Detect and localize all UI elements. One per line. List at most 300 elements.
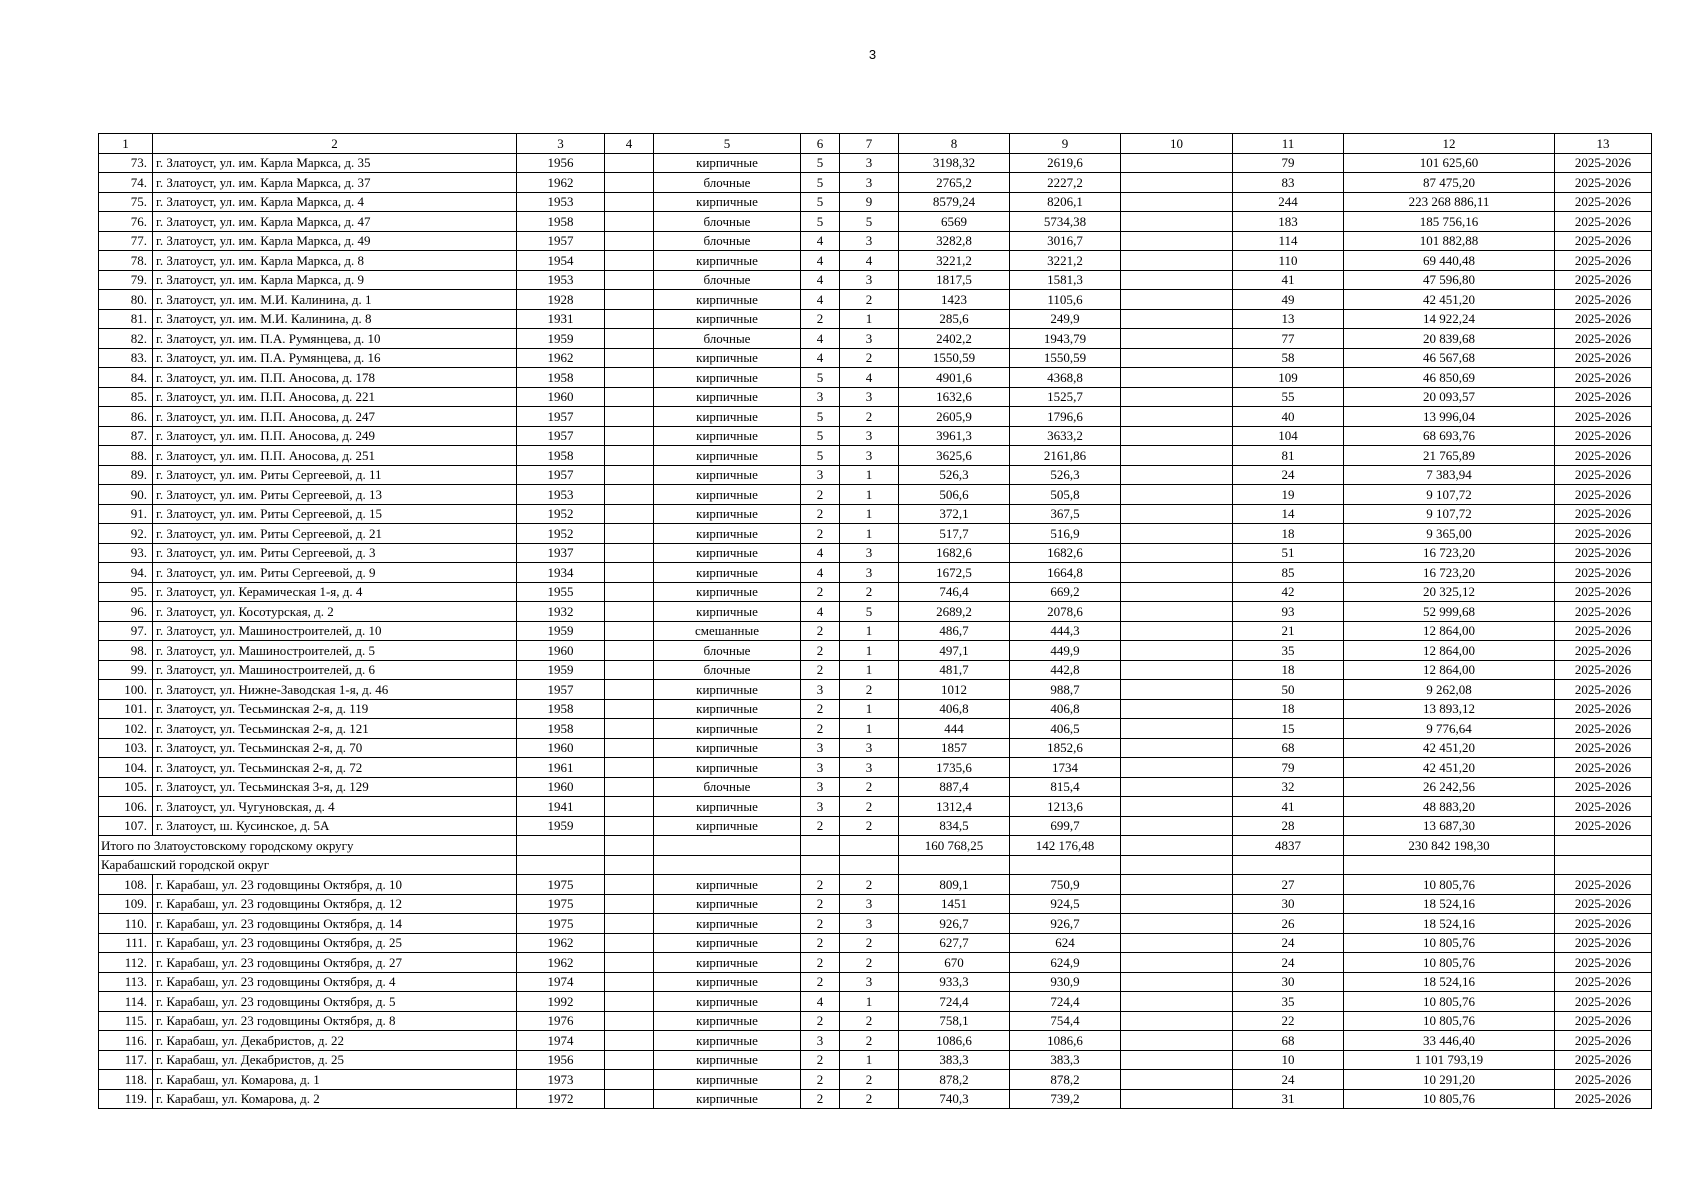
cell-col-9: 3633,2 (1010, 426, 1121, 446)
cell-col-4 (605, 621, 654, 641)
cell-col-9: 699,7 (1010, 816, 1121, 836)
cell-col-13: 2025-2026 (1555, 641, 1652, 661)
header-cell-9: 9 (1010, 134, 1121, 154)
cell-col-9: 2227,2 (1010, 173, 1121, 193)
cell-col-10 (1121, 758, 1233, 778)
cell-col-3: 1932 (517, 602, 605, 622)
cell-col-9: 1086,6 (1010, 1031, 1121, 1051)
cell-col-5: кирпичные (654, 504, 801, 524)
cell-col-3: 1957 (517, 231, 605, 251)
cell-col-10 (1121, 290, 1233, 310)
cell-col-12: 52 999,68 (1344, 602, 1555, 622)
section-empty-cell (801, 855, 840, 875)
cell-col-7: 2 (840, 777, 899, 797)
cell-col-8: 1451 (899, 894, 1010, 914)
header-cell-10: 10 (1121, 134, 1233, 154)
header-cell-5: 5 (654, 134, 801, 154)
cell-col-10 (1121, 1031, 1233, 1051)
table-row (99, 1050, 1652, 1070)
cell-col-4 (605, 465, 654, 485)
cell-col-11: 18 (1233, 524, 1344, 544)
total-empty-cell (605, 836, 654, 856)
cell-col-8: 506,6 (899, 485, 1010, 505)
cell-col-2: г. Златоуст, ул. им. Карла Маркса, д. 47 (153, 212, 517, 232)
cell-col-3: 1959 (517, 816, 605, 836)
cell-col-4 (605, 680, 654, 700)
cell-col-11: 83 (1233, 173, 1344, 193)
cell-col-6: 3 (801, 777, 840, 797)
cell-col-3: 1958 (517, 212, 605, 232)
cell-col-13: 2025-2026 (1555, 777, 1652, 797)
cell-col-1: 95. (99, 582, 153, 602)
cell-col-1: 108. (99, 875, 153, 895)
cell-col-1: 99. (99, 660, 153, 680)
cell-col-3: 1953 (517, 192, 605, 212)
cell-col-7: 3 (840, 231, 899, 251)
cell-col-10 (1121, 680, 1233, 700)
cell-col-7: 3 (840, 426, 899, 446)
cell-col-11: 109 (1233, 368, 1344, 388)
table-row (99, 719, 1652, 739)
table-row (99, 426, 1652, 446)
cell-col-12: 9 262,08 (1344, 680, 1555, 700)
table-row (99, 875, 1652, 895)
cell-col-5: кирпичные (654, 192, 801, 212)
cell-col-13: 2025-2026 (1555, 251, 1652, 271)
table-row (99, 309, 1652, 329)
cell-col-3: 1928 (517, 290, 605, 310)
cell-col-1: 104. (99, 758, 153, 778)
cell-col-10 (1121, 231, 1233, 251)
cell-col-3: 1954 (517, 251, 605, 271)
cell-col-1: 91. (99, 504, 153, 524)
cell-col-4 (605, 777, 654, 797)
cell-col-8: 3625,6 (899, 446, 1010, 466)
cell-col-2: г. Златоуст, ул. им. П.П. Аносова, д. 178 (153, 368, 517, 388)
cell-col-6: 2 (801, 953, 840, 973)
cell-col-3: 1959 (517, 329, 605, 349)
cell-col-11: 40 (1233, 407, 1344, 427)
cell-col-1: 116. (99, 1031, 153, 1051)
cell-col-6: 4 (801, 543, 840, 563)
cell-col-10 (1121, 387, 1233, 407)
cell-col-3: 1955 (517, 582, 605, 602)
cell-col-9: 8206,1 (1010, 192, 1121, 212)
cell-col-2: г. Златоуст, ул. им. Риты Сергеевой, д. 21 (153, 524, 517, 544)
cell-col-5: кирпичные (654, 797, 801, 817)
cell-col-1: 111. (99, 933, 153, 953)
cell-col-11: 104 (1233, 426, 1344, 446)
cell-col-6: 2 (801, 309, 840, 329)
cell-col-13: 2025-2026 (1555, 407, 1652, 427)
cell-col-4 (605, 426, 654, 446)
cell-col-7: 3 (840, 270, 899, 290)
total-empty-cell (517, 836, 605, 856)
cell-col-4 (605, 816, 654, 836)
cell-col-5: кирпичные (654, 1089, 801, 1109)
cell-col-8: 486,7 (899, 621, 1010, 641)
cell-col-9: 3016,7 (1010, 231, 1121, 251)
total-empty-cell (1555, 836, 1652, 856)
cell-col-12: 20 325,12 (1344, 582, 1555, 602)
cell-col-13: 2025-2026 (1555, 894, 1652, 914)
table-row (99, 680, 1652, 700)
cell-col-12: 13 996,04 (1344, 407, 1555, 427)
cell-col-9: 754,4 (1010, 1011, 1121, 1031)
cell-col-2: г. Карабаш, ул. 23 годовщины Октября, д. 27 (153, 953, 517, 973)
cell-col-13: 2025-2026 (1555, 1031, 1652, 1051)
cell-col-13: 2025-2026 (1555, 621, 1652, 641)
cell-col-3: 1959 (517, 660, 605, 680)
cell-col-5: кирпичные (654, 1011, 801, 1031)
cell-col-7: 1 (840, 992, 899, 1012)
cell-col-5: кирпичные (654, 758, 801, 778)
cell-col-2: г. Златоуст, ул. им. М.И. Калинина, д. 1 (153, 290, 517, 310)
total-empty-cell (1121, 836, 1233, 856)
cell-col-8: 2765,2 (899, 173, 1010, 193)
cell-col-12: 12 864,00 (1344, 641, 1555, 661)
cell-col-6: 5 (801, 192, 840, 212)
table-row (99, 777, 1652, 797)
cell-col-5: кирпичные (654, 485, 801, 505)
cell-col-10 (1121, 660, 1233, 680)
cell-col-13: 2025-2026 (1555, 933, 1652, 953)
cell-col-11: 22 (1233, 1011, 1344, 1031)
cell-col-1: 80. (99, 290, 153, 310)
cell-col-12: 16 723,20 (1344, 543, 1555, 563)
cell-col-13: 2025-2026 (1555, 368, 1652, 388)
cell-col-4 (605, 251, 654, 271)
cell-col-6: 2 (801, 660, 840, 680)
cell-col-4 (605, 329, 654, 349)
cell-col-4 (605, 1031, 654, 1051)
cell-col-6: 4 (801, 231, 840, 251)
cell-col-13: 2025-2026 (1555, 797, 1652, 817)
cell-col-3: 1957 (517, 407, 605, 427)
cell-col-8: 1857 (899, 738, 1010, 758)
cell-col-13: 2025-2026 (1555, 914, 1652, 934)
cell-col-7: 3 (840, 173, 899, 193)
cell-col-13: 2025-2026 (1555, 387, 1652, 407)
cell-col-8: 746,4 (899, 582, 1010, 602)
cell-col-13: 2025-2026 (1555, 953, 1652, 973)
cell-col-7: 2 (840, 290, 899, 310)
cell-col-8: 887,4 (899, 777, 1010, 797)
cell-col-3: 1962 (517, 348, 605, 368)
header-cell-7: 7 (840, 134, 899, 154)
cell-col-10 (1121, 699, 1233, 719)
table-row (99, 446, 1652, 466)
table-row (99, 1089, 1652, 1109)
cell-col-11: 24 (1233, 1070, 1344, 1090)
cell-col-5: кирпичные (654, 1070, 801, 1090)
cell-col-3: 1960 (517, 777, 605, 797)
cell-col-11: 30 (1233, 972, 1344, 992)
cell-col-13: 2025-2026 (1555, 563, 1652, 583)
table-row (99, 602, 1652, 622)
cell-col-9: 444,3 (1010, 621, 1121, 641)
table-row (99, 992, 1652, 1012)
cell-col-9: 3221,2 (1010, 251, 1121, 271)
cell-col-7: 2 (840, 1011, 899, 1031)
cell-col-5: кирпичные (654, 680, 801, 700)
total-col-9: 142 176,48 (1010, 836, 1121, 856)
total-col-12: 230 842 198,30 (1344, 836, 1555, 856)
cell-col-9: 1213,6 (1010, 797, 1121, 817)
cell-col-12: 7 383,94 (1344, 465, 1555, 485)
cell-col-8: 526,3 (899, 465, 1010, 485)
cell-col-8: 670 (899, 953, 1010, 973)
cell-col-9: 1664,8 (1010, 563, 1121, 583)
cell-col-2: г. Златоуст, ул. Тесьминская 2-я, д. 121 (153, 719, 517, 739)
cell-col-8: 926,7 (899, 914, 1010, 934)
cell-col-6: 4 (801, 251, 840, 271)
cell-col-9: 1682,6 (1010, 543, 1121, 563)
cell-col-6: 2 (801, 894, 840, 914)
cell-col-2: г. Златоуст, ул. им. П.А. Румянцева, д. 10 (153, 329, 517, 349)
cell-col-5: кирпичные (654, 914, 801, 934)
cell-col-7: 2 (840, 1089, 899, 1109)
cell-col-3: 1974 (517, 972, 605, 992)
cell-col-12: 101 882,88 (1344, 231, 1555, 251)
cell-col-3: 1941 (517, 797, 605, 817)
cell-col-11: 24 (1233, 933, 1344, 953)
cell-col-4 (605, 1050, 654, 1070)
cell-col-4 (605, 387, 654, 407)
table-row (99, 407, 1652, 427)
cell-col-2: г. Карабаш, ул. Комарова, д. 1 (153, 1070, 517, 1090)
cell-col-8: 3961,3 (899, 426, 1010, 446)
cell-col-10 (1121, 719, 1233, 739)
cell-col-4 (605, 641, 654, 661)
cell-col-2: г. Златоуст, ул. им. М.И. Калинина, д. 8 (153, 309, 517, 329)
cell-col-8: 6569 (899, 212, 1010, 232)
cell-col-11: 32 (1233, 777, 1344, 797)
table-row (99, 485, 1652, 505)
cell-col-9: 1796,6 (1010, 407, 1121, 427)
section-empty-cell (1010, 855, 1121, 875)
cell-col-4 (605, 348, 654, 368)
cell-col-4 (605, 504, 654, 524)
cell-col-3: 1937 (517, 543, 605, 563)
cell-col-11: 14 (1233, 504, 1344, 524)
cell-col-2: г. Златоуст, ул. Машиностроителей, д. 6 (153, 660, 517, 680)
cell-col-2: г. Златоуст, ул. Машиностроителей, д. 5 (153, 641, 517, 661)
cell-col-8: 285,6 (899, 309, 1010, 329)
cell-col-9: 1550,59 (1010, 348, 1121, 368)
cell-col-7: 2 (840, 407, 899, 427)
cell-col-10 (1121, 407, 1233, 427)
cell-col-1: 86. (99, 407, 153, 427)
cell-col-6: 5 (801, 153, 840, 173)
cell-col-3: 1952 (517, 524, 605, 544)
cell-col-13: 2025-2026 (1555, 758, 1652, 778)
cell-col-11: 27 (1233, 875, 1344, 895)
cell-col-12: 68 693,76 (1344, 426, 1555, 446)
cell-col-11: 51 (1233, 543, 1344, 563)
cell-col-3: 1975 (517, 894, 605, 914)
cell-col-1: 115. (99, 1011, 153, 1031)
cell-col-13: 2025-2026 (1555, 1011, 1652, 1031)
cell-col-9: 2161,86 (1010, 446, 1121, 466)
section-empty-cell (1233, 855, 1344, 875)
cell-col-6: 4 (801, 602, 840, 622)
cell-col-9: 505,8 (1010, 485, 1121, 505)
cell-col-5: блочные (654, 231, 801, 251)
cell-col-5: кирпичные (654, 426, 801, 446)
cell-col-4 (605, 972, 654, 992)
cell-col-7: 3 (840, 738, 899, 758)
table-row (99, 1011, 1652, 1031)
cell-col-4 (605, 719, 654, 739)
cell-col-2: г. Златоуст, ул. Тесьминская 3-я, д. 129 (153, 777, 517, 797)
table-row (99, 504, 1652, 524)
cell-col-3: 1992 (517, 992, 605, 1012)
cell-col-8: 1012 (899, 680, 1010, 700)
table-row (99, 563, 1652, 583)
cell-col-3: 1962 (517, 933, 605, 953)
header-cell-2: 2 (153, 134, 517, 154)
cell-col-13: 2025-2026 (1555, 680, 1652, 700)
cell-col-11: 13 (1233, 309, 1344, 329)
cell-col-1: 79. (99, 270, 153, 290)
cell-col-2: г. Златоуст, ул. Керамическая 1-я, д. 4 (153, 582, 517, 602)
cell-col-12: 46 567,68 (1344, 348, 1555, 368)
cell-col-4 (605, 270, 654, 290)
cell-col-4 (605, 582, 654, 602)
cell-col-12: 9 107,72 (1344, 504, 1555, 524)
cell-col-6: 2 (801, 1050, 840, 1070)
cell-col-6: 4 (801, 270, 840, 290)
cell-col-1: 73. (99, 153, 153, 173)
cell-col-3: 1953 (517, 485, 605, 505)
cell-col-7: 1 (840, 660, 899, 680)
cell-col-6: 2 (801, 933, 840, 953)
table-row (99, 231, 1652, 251)
cell-col-3: 1934 (517, 563, 605, 583)
cell-col-12: 10 805,76 (1344, 992, 1555, 1012)
cell-col-9: 4368,8 (1010, 368, 1121, 388)
table-row (99, 797, 1652, 817)
cell-col-2: г. Златоуст, ул. Тесьминская 2-я, д. 72 (153, 758, 517, 778)
cell-col-7: 3 (840, 153, 899, 173)
section-row (99, 855, 1652, 875)
cell-col-2: г. Златоуст, ул. им. П.А. Румянцева, д. 16 (153, 348, 517, 368)
cell-col-8: 1735,6 (899, 758, 1010, 778)
table-row (99, 173, 1652, 193)
cell-col-10 (1121, 524, 1233, 544)
cell-col-5: кирпичные (654, 738, 801, 758)
cell-col-10 (1121, 992, 1233, 1012)
cell-col-6: 3 (801, 738, 840, 758)
header-cell-13: 13 (1555, 134, 1652, 154)
cell-col-11: 50 (1233, 680, 1344, 700)
cell-col-1: 77. (99, 231, 153, 251)
cell-col-5: блочные (654, 173, 801, 193)
cell-col-9: 1581,3 (1010, 270, 1121, 290)
cell-col-6: 2 (801, 621, 840, 641)
cell-col-1: 102. (99, 719, 153, 739)
table-row (99, 153, 1652, 173)
cell-col-11: 183 (1233, 212, 1344, 232)
cell-col-5: кирпичные (654, 348, 801, 368)
cell-col-12: 10 291,20 (1344, 1070, 1555, 1090)
cell-col-9: 383,3 (1010, 1050, 1121, 1070)
cell-col-9: 1852,6 (1010, 738, 1121, 758)
cell-col-2: г. Златоуст, ул. Косотурская, д. 2 (153, 602, 517, 622)
cell-col-8: 627,7 (899, 933, 1010, 953)
cell-col-4 (605, 231, 654, 251)
cell-col-6: 5 (801, 446, 840, 466)
cell-col-9: 924,5 (1010, 894, 1121, 914)
cell-col-2: г. Карабаш, ул. 23 годовщины Октября, д. 5 (153, 992, 517, 1012)
cell-col-1: 118. (99, 1070, 153, 1090)
cell-col-3: 1931 (517, 309, 605, 329)
cell-col-8: 834,5 (899, 816, 1010, 836)
cell-col-8: 1632,6 (899, 387, 1010, 407)
cell-col-11: 10 (1233, 1050, 1344, 1070)
cell-col-5: кирпичные (654, 933, 801, 953)
cell-col-7: 3 (840, 894, 899, 914)
cell-col-7: 3 (840, 329, 899, 349)
cell-col-8: 724,4 (899, 992, 1010, 1012)
cell-col-1: 85. (99, 387, 153, 407)
cell-col-3: 1958 (517, 699, 605, 719)
cell-col-1: 112. (99, 953, 153, 973)
cell-col-13: 2025-2026 (1555, 719, 1652, 739)
cell-col-2: г. Златоуст, ул. Нижне-Заводская 1-я, д. 46 (153, 680, 517, 700)
cell-col-2: г. Карабаш, ул. 23 годовщины Октября, д. 10 (153, 875, 517, 895)
cell-col-8: 809,1 (899, 875, 1010, 895)
table-row (99, 582, 1652, 602)
cell-col-11: 68 (1233, 738, 1344, 758)
cell-col-7: 1 (840, 504, 899, 524)
cell-col-4 (605, 485, 654, 505)
cell-col-1: 82. (99, 329, 153, 349)
cell-col-12: 20 093,57 (1344, 387, 1555, 407)
cell-col-5: блочные (654, 777, 801, 797)
cell-col-13: 2025-2026 (1555, 446, 1652, 466)
cell-col-3: 1958 (517, 719, 605, 739)
cell-col-13: 2025-2026 (1555, 348, 1652, 368)
cell-col-10 (1121, 1050, 1233, 1070)
cell-col-13: 2025-2026 (1555, 699, 1652, 719)
cell-col-3: 1958 (517, 368, 605, 388)
cell-col-3: 1953 (517, 270, 605, 290)
cell-col-13: 2025-2026 (1555, 524, 1652, 544)
cell-col-9: 249,9 (1010, 309, 1121, 329)
table-row (99, 543, 1652, 563)
table-row (99, 953, 1652, 973)
table-row (99, 212, 1652, 232)
cell-col-5: кирпичные (654, 407, 801, 427)
table-row (99, 933, 1652, 953)
cell-col-2: г. Карабаш, ул. Декабристов, д. 25 (153, 1050, 517, 1070)
cell-col-5: кирпичные (654, 972, 801, 992)
cell-col-10 (1121, 894, 1233, 914)
cell-col-12: 18 524,16 (1344, 914, 1555, 934)
cell-col-10 (1121, 329, 1233, 349)
cell-col-1: 92. (99, 524, 153, 544)
cell-col-6: 3 (801, 1031, 840, 1051)
cell-col-7: 2 (840, 816, 899, 836)
cell-col-6: 4 (801, 329, 840, 349)
cell-col-11: 19 (1233, 485, 1344, 505)
cell-col-6: 2 (801, 582, 840, 602)
cell-col-6: 2 (801, 875, 840, 895)
cell-col-11: 24 (1233, 465, 1344, 485)
cell-col-13: 2025-2026 (1555, 543, 1652, 563)
